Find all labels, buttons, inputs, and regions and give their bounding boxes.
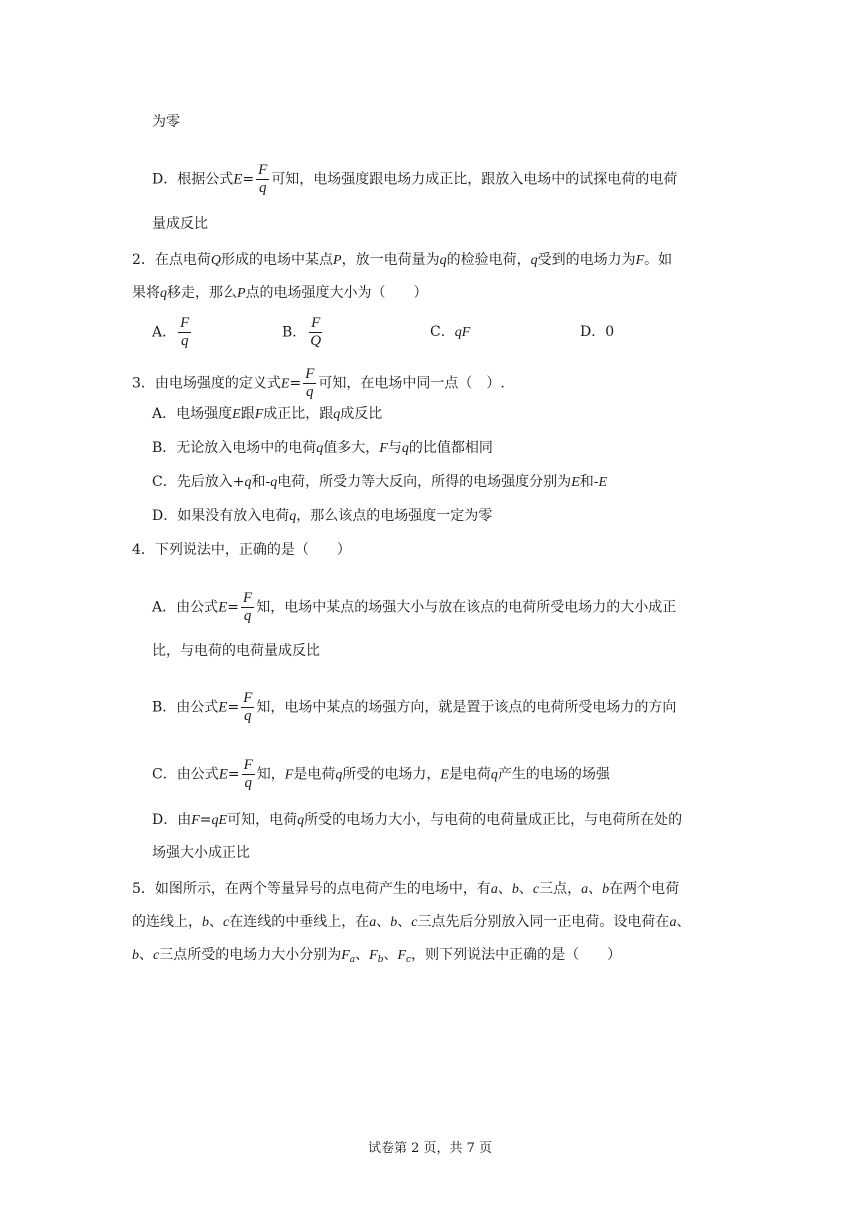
question-2-option-a: A． $\frac{F}{q}$ [152,315,190,349]
question-2-option-b: B． $\frac{F}{Q}$ [282,315,322,349]
question-5-stem-line2: 的连线上，b、c在连线的中垂线上，在a、b、c三点先后分别放入同一正电荷。设电荷在a、 [132,914,691,930]
formula-fraction: $\frac{F}{q}$ [258,162,268,196]
question-4-option-d-line2: 场强大小成正比 [152,845,250,861]
question-4-stem: 4．下列说法中，正确的是（ ） [132,542,351,558]
question-2-stem: 2．在点电荷Q形成的电场中某点P，放一电荷量为q的检验电荷，q受到的电场力为F。如 [132,252,673,268]
question-3-stem: 3．由电场强度的定义式E= $\frac{F}{q}$ 可知，在电场中同一点（ ）. [132,366,505,400]
question-4-option-b: B．由公式E= $\frac{F}{q}$ 知，电场中某点的场强方向，就是置于该点的电荷所受电场力的方向 [152,690,677,724]
question-4-option-a: A．由公式E= $\frac{F}{q}$ 知，电场中某点的场强大小与放在该点的电荷所受电场力的大小成正 [152,590,677,624]
prev-option-continuation: 为零 [152,114,180,130]
question-5-stem-line3: b、c三点所受的电场力大小分别为$F_a$、$F_b$、$F_c$，则下列说法中正确的是（ ） [132,947,622,965]
question-3-option-c: C．先后放入+q和-q电荷，所受力等大反向，所得的电场强度分别为E和-E [152,474,608,490]
question-4-option-c: C．由公式E= $\frac{F}{q}$ 知，F是电荷q所受的电场力，E是电荷q产生的电场的场强 [152,757,610,791]
question-5-stem: 5．如图所示，在两个等量异号的点电荷产生的电场中，有a、b、c三点，a、b在两个电荷 [132,881,680,897]
question-4-option-a-line2: 比，与电荷的电荷量成反比 [152,643,320,659]
question-3-option-d: D．如果没有放入电荷q，那么该点的电场强度一定为零 [152,508,493,524]
question-4-option-d: D．由F=qE可知，电荷q所受的电场力大小，与电荷的电荷量成正比，与电荷所在处的 [152,812,683,828]
prev-option-d: D．根据公式E= $\frac{F}{q}$ 可知，电场强度跟电场力成正比，跟放入电场中的试探电荷的电荷 [152,162,678,196]
question-3-option-a: A．电场强度E跟F成正比，跟q成反比 [152,406,383,422]
question-2-option-d: D．0 [580,324,615,340]
question-3-option-b: B．无论放入电场中的电荷q值多大，F与q的比值都相同 [152,440,493,456]
prev-option-d-line2: 量成反比 [152,216,208,232]
page-footer: 试卷第 2 页，共 7 页 [367,1141,493,1156]
question-2-stem-line2: 果将q移走，那么P点的电场强度大小为（ ） [132,285,428,301]
question-2-option-c: C．qF [430,324,471,340]
